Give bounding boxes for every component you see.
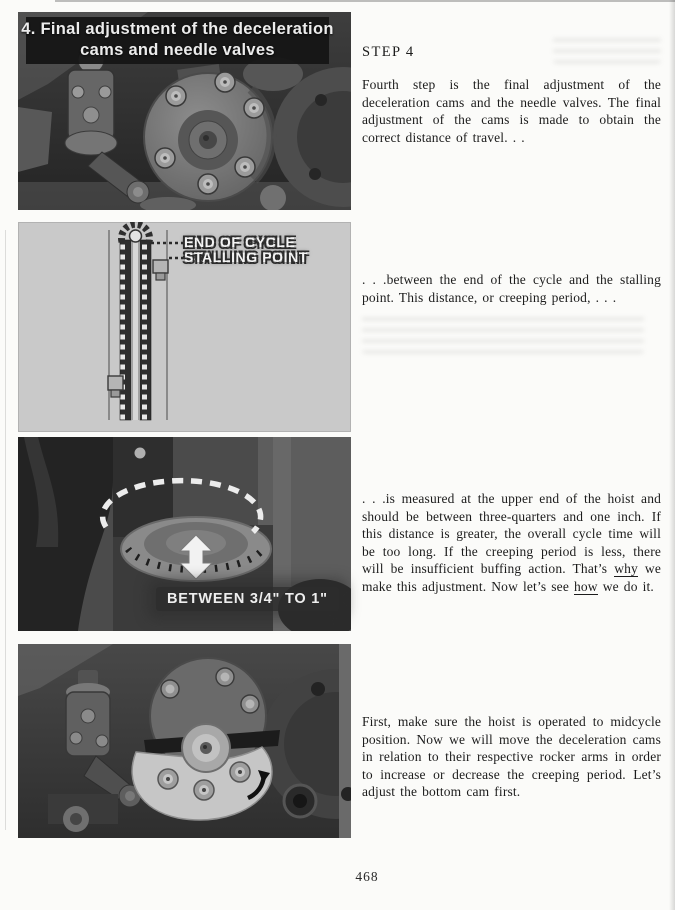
underlined-word-why: why — [614, 561, 638, 576]
figure-title-line2: cams and needle valves — [80, 41, 275, 59]
scan-edge-right — [669, 0, 675, 910]
figure-cam-assembly-photo — [18, 12, 351, 210]
paragraph-2: . . .between the end of the cycle and the stalling point. This distance, or creeping period, . . . — [362, 272, 661, 305]
paragraph-1: Fourth step is the final adjustment of the deceleration cams and the needle valves. The final adjustment of the cams is made to obtain the correct distance of travel. . . — [362, 77, 661, 145]
paragraph-4: First, make sure the hoist is operated to midcycle position. Now we will move the deceleration cams in relation to their respective rocker arms in order to increase or decrease the creeping period. Let’s adjust the bottom cam first. — [362, 714, 661, 799]
stalling-point-label: STALLING POINT — [184, 249, 309, 265]
figure-caption-banner — [18, 19, 337, 61]
scan-edge-top — [55, 0, 675, 2]
figure-title-line1: 4. Final adjustment of the deceleration — [21, 20, 334, 38]
bleed-through-artifact — [362, 312, 644, 354]
photo4-illustration — [18, 644, 351, 838]
scan-edge-left — [5, 230, 6, 830]
underlined-word-how: how — [574, 578, 598, 594]
figure-hoist-measurement-photo — [18, 437, 351, 631]
bleed-through-artifact — [553, 36, 661, 64]
paragraph-3-part2: we make this adjustment. Now let’s see — [362, 561, 661, 594]
paragraph-3-part1: . . .is measured at the upper end of the hoist and should be between three-quarters and one inch. If this distance is greater, the overall cycle time will be too long. If the creeping period is less, there will be insufficient buffing action. That’s — [362, 491, 661, 576]
paragraph-3-part3: we do it. — [597, 578, 654, 594]
page-number: 468 — [355, 869, 379, 884]
hoist-chain-illustration — [120, 224, 151, 420]
distance-label: BETWEEN 3/4" TO 1" — [156, 587, 339, 611]
figure-chain-diagram — [18, 222, 351, 432]
figure-bottom-cam-photo — [18, 644, 351, 838]
cam-plate — [144, 72, 272, 201]
end-of-cycle-label: END OF CYCLE — [184, 234, 296, 250]
paragraph-3 — [362, 490, 661, 595]
step-heading: STEP 4 — [362, 44, 415, 60]
